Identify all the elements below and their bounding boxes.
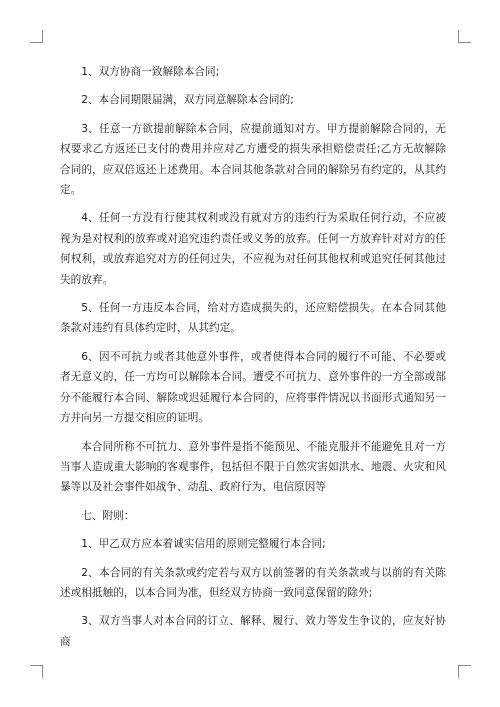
clause-termination-expiry: 2、本合同期限届满，双方同意解除本合同的; [81, 94, 294, 107]
clause-breach-damages: 5、任何一方违反本合同，给对方造成损失的，还应赔偿损失。在本合同其他条款对违约有具体约定时，从其约定。 [60, 302, 446, 335]
clause-waiver: 4、任何一方没有行使其权利或没有就对方的违约行为采取任何行动，不应被视为是对权利的放弃或对追究违约责任或义务的放弃。任何一方放弃针对对方的任何权利，或放弃追究对方的任何过失，不应视为对任何其他权利或追究任何其他过失的放弃。 [60, 212, 446, 286]
crop-mark-bottom-right [458, 665, 471, 678]
clause-termination-mutual: 1、双方协商一致解除本合同; [81, 66, 220, 78]
clause-force-majeure: 6、因不可抗力或者其他意外事件，或者使得本合同的履行不可能、不必要或者无意义的，任一方均可以解除本合同。遭受不可抗力、意外事件的一方全部或部分不能履行本合同、解除或迟延履行本合同的，应将事件情况以书面形式通知另一方并向另一方提交相应的证明。 [60, 350, 446, 425]
crop-mark-top-right [458, 30, 471, 43]
clause-good-faith: 1、甲乙双方应本着诚实信用的原则完整履行本合同; [81, 538, 326, 551]
clause-precedence: 2、本合同的有关条款或约定若与双方以前签署的有关条款或与以前的有关陈述或相抵触的，以本合同为准，但经双方协商一致同意保留的除外; [60, 566, 446, 599]
document-body [60, 62, 446, 660]
clause-early-termination: 3、任意一方欲提前解除本合同，应提前通知对方。甲方提前解除合同的，无权要求乙方返还已支付的费用并应对乙方遭受的损失承担赔偿责任;乙方无故解除合同的，应双倍返还上述费用。本合同其他条款对合同的解除另有约定的，从其约定。 [60, 122, 446, 197]
crop-mark-bottom-left [30, 665, 43, 678]
clause-dispute-resolution: 3、双方当事人对本合同的订立、解释、履行、效力等发生争议的，应友好协商 [60, 615, 446, 648]
section-heading-supplementary: 七、附则： [81, 509, 135, 522]
crop-mark-top-left [30, 30, 43, 43]
clause-force-majeure-definition: 本合同所称不可抗力、意外事件是指不能预见、不能克服并不能避免且对一方当事人造成重大影响的客观事件，包括但不限于自然灾害如洪水、地震、火灾和风暴等以及社会事件如战争、动乱、政府行为、电信原因等 [60, 440, 446, 494]
